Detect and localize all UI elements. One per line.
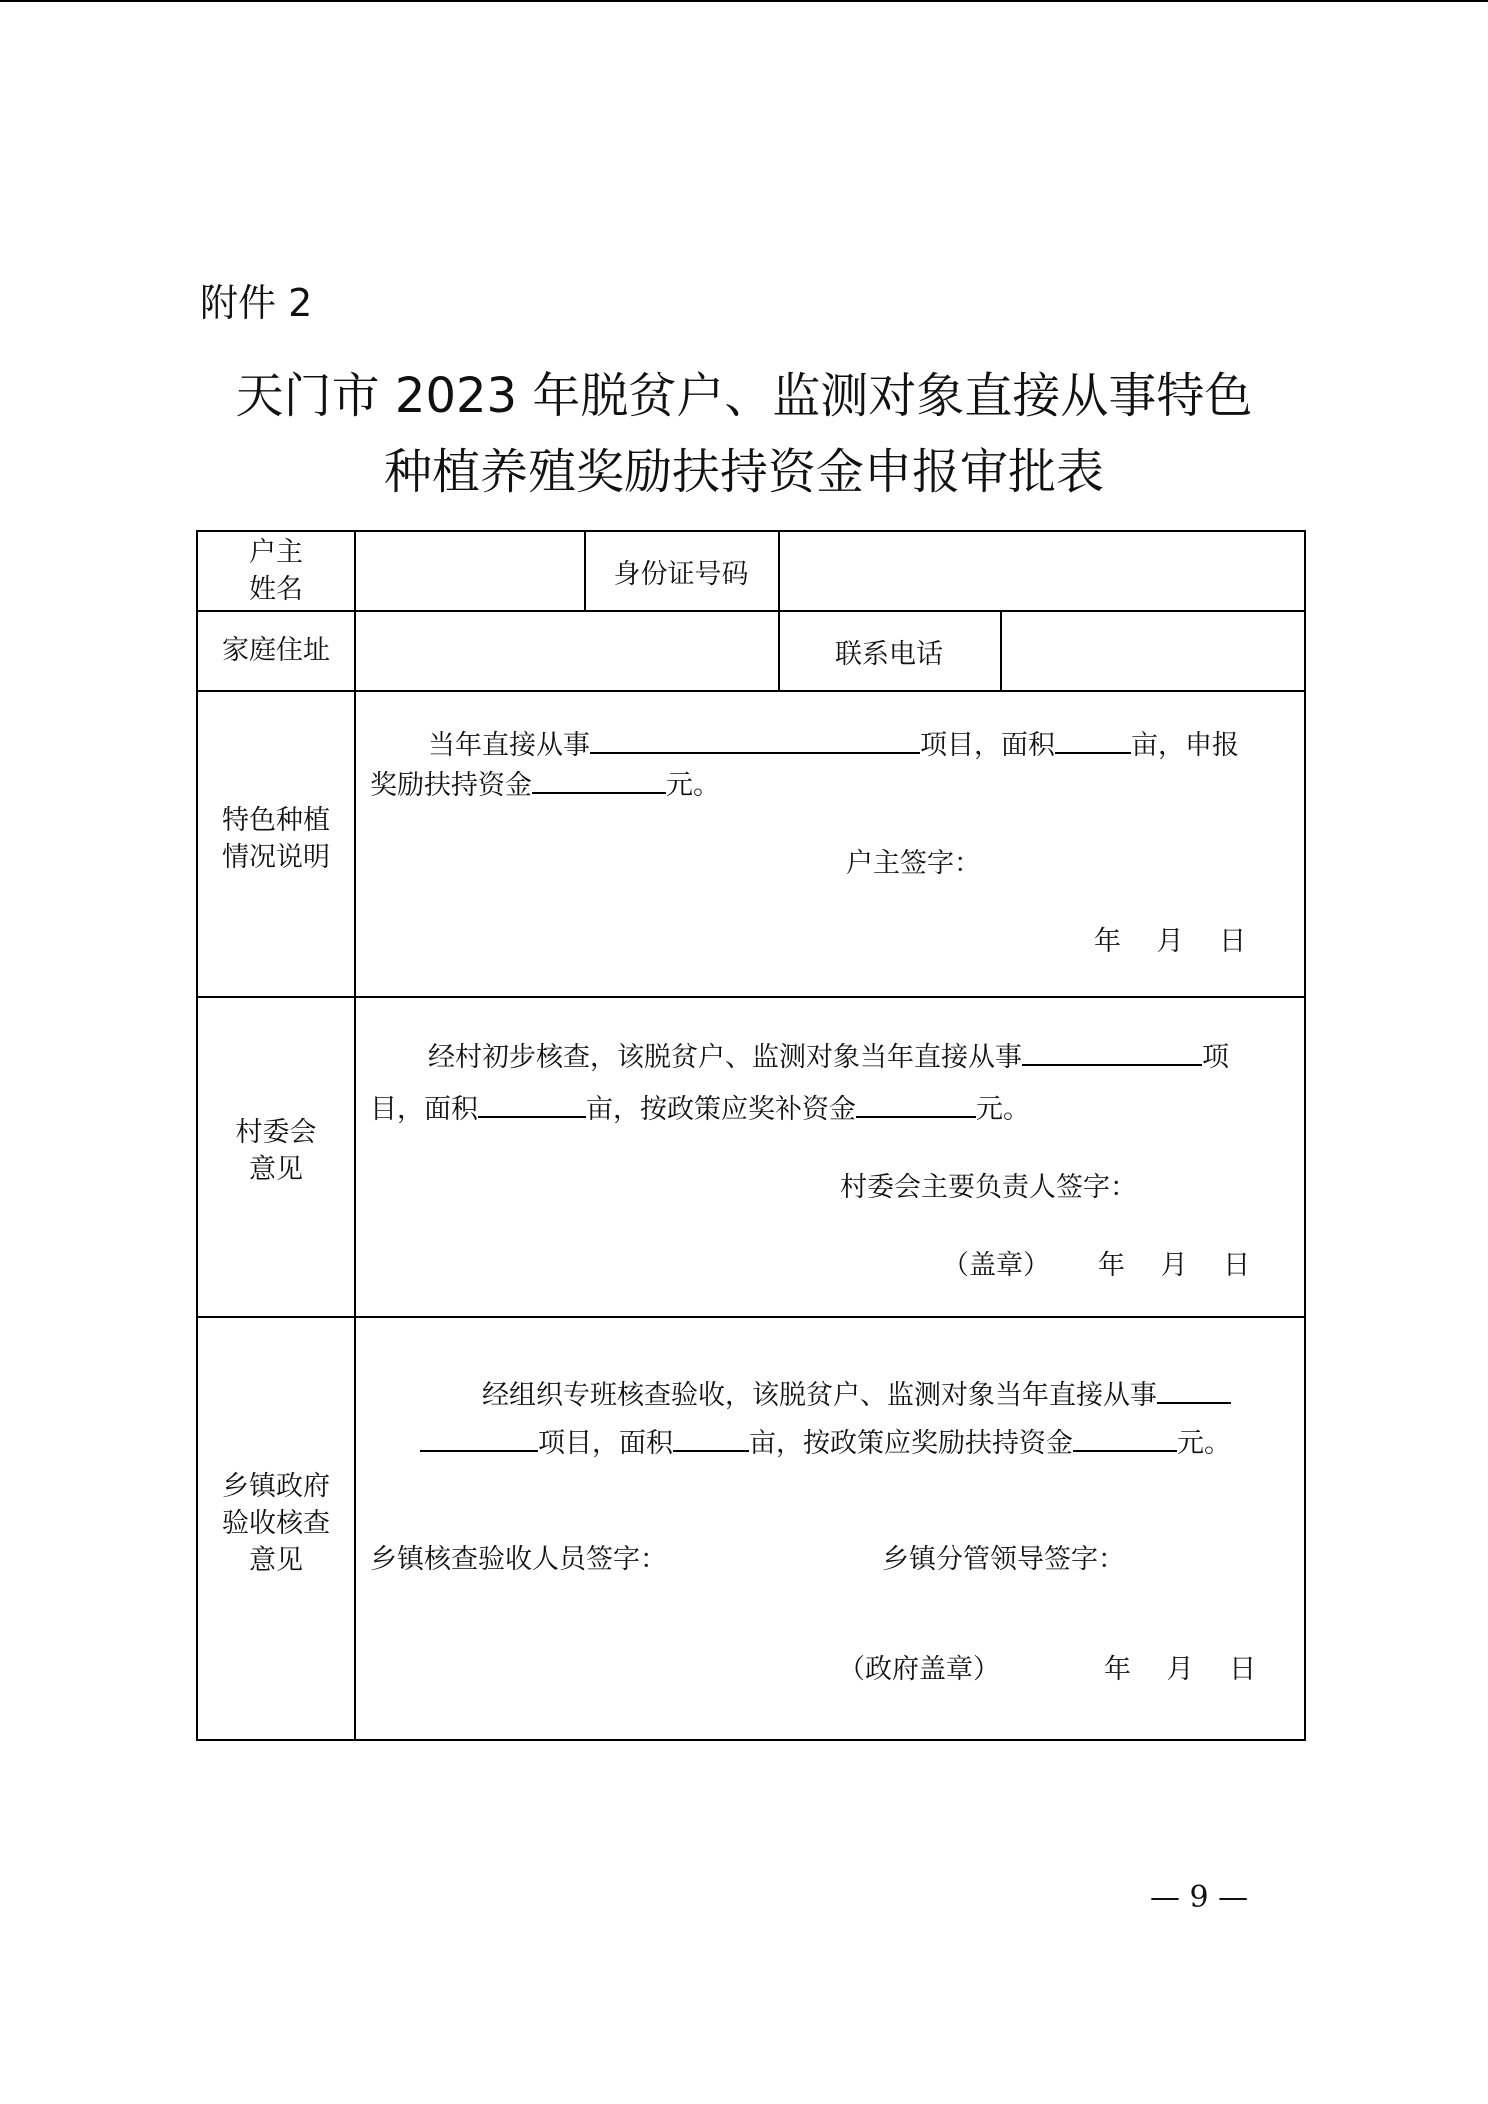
village-opinion-label: 村委会 意见 xyxy=(235,1117,317,1185)
area-blank[interactable] xyxy=(673,1422,749,1452)
area-blank[interactable] xyxy=(1055,724,1131,754)
address-label: 家庭住址 xyxy=(222,635,330,666)
document-title-line1: 天门市 2023 年脱贫户、监测对象直接从事特色 xyxy=(235,368,1253,424)
row-divider xyxy=(198,610,1304,612)
township-opinion-label: 乡镇政府 验收核查 意见 xyxy=(222,1471,330,1576)
row-divider xyxy=(198,690,1304,692)
project-blank[interactable] xyxy=(1022,1036,1202,1066)
date-field: 年 月 日 xyxy=(1094,926,1247,957)
row-divider xyxy=(198,996,1304,998)
village-head-signature: 村委会主要负责人签字： xyxy=(840,1172,1137,1203)
phone-label: 联系电话 xyxy=(835,639,943,670)
project-blank[interactable] xyxy=(590,724,920,754)
planting-description-label: 特色种植 情况说明 xyxy=(222,805,330,873)
amount-blank[interactable] xyxy=(856,1088,976,1118)
document-title-line2: 种植养殖奖励扶持资金申报审批表 xyxy=(383,444,1104,500)
owner-signature: 户主签字： xyxy=(846,848,981,879)
column-divider xyxy=(1000,610,1002,690)
page-top-border xyxy=(0,0,1488,2)
id-number-label: 身份证号码 xyxy=(613,559,749,590)
seal-note: （盖章） xyxy=(942,1250,1050,1281)
owner-name-label: 户主 姓名 xyxy=(249,537,303,605)
township-line1: 经组织专班核查验收，该脱贫户、监测对象当年直接从事 xyxy=(482,1374,1231,1416)
government-seal-note: （政府盖章） xyxy=(838,1654,1000,1685)
leader-signature: 乡镇分管领导签字： xyxy=(882,1544,1125,1575)
project-blank[interactable] xyxy=(1157,1374,1231,1404)
project-blank-continued[interactable] xyxy=(420,1422,538,1452)
date-field: 年 月 日 xyxy=(1098,1250,1251,1281)
row-divider xyxy=(198,1316,1304,1318)
village-line2: 目，面积 亩，按政策应奖补资金 元。 xyxy=(370,1088,1030,1130)
area-blank[interactable] xyxy=(478,1088,586,1118)
page-number: — 9 — xyxy=(1150,1880,1249,1915)
label-column-divider xyxy=(354,532,356,1739)
inspector-signature: 乡镇核查验收人员签字： xyxy=(370,1544,667,1575)
township-line2: 项目，面积 亩，按政策应奖励扶持资金 元。 xyxy=(420,1422,1231,1464)
application-form-table xyxy=(196,530,1306,1741)
attachment-label: 附件 2 xyxy=(200,281,313,325)
date-field: 年 月 日 xyxy=(1104,1654,1257,1685)
amount-blank[interactable] xyxy=(532,764,666,794)
amount-blank[interactable] xyxy=(1073,1422,1177,1452)
planting-line1: 当年直接从事 项目，面积 亩，申报 xyxy=(428,724,1239,766)
village-line1: 经村初步核查，该脱贫户、监测对象当年直接从事 项 xyxy=(428,1036,1229,1078)
planting-line2: 奖励扶持资金 元。 xyxy=(370,764,720,806)
